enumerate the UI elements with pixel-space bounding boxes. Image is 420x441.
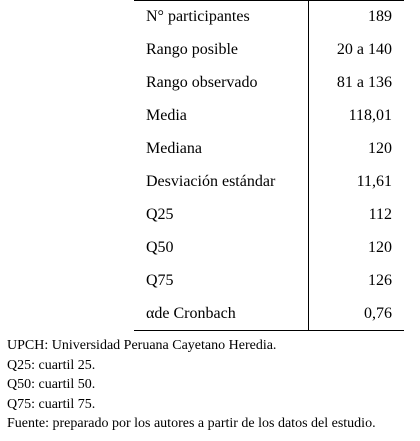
row-value: 11,61: [356, 173, 392, 190]
row-value: 189: [368, 8, 392, 25]
table-row-observed-range: [0, 66, 420, 99]
footnote-source: Fuente: preparado por los autores a partir de los datos del estudio.: [7, 416, 376, 431]
row-label: Q75: [146, 272, 174, 289]
table-row-q75: [0, 264, 420, 297]
row-value: 81 a 136: [336, 74, 392, 91]
row-value: 112: [368, 206, 392, 223]
row-value: 120: [368, 239, 392, 256]
table-row-mean: [0, 99, 420, 132]
row-label: Rango posible: [146, 41, 238, 58]
table-row-q50: [0, 231, 420, 264]
row-label: Desviación estándar: [146, 173, 276, 190]
row-label: N° participantes: [146, 8, 250, 25]
table-row-participants: [0, 0, 420, 33]
row-label: Mediana: [146, 140, 202, 157]
row-label: Q25: [146, 206, 174, 223]
footnote-q25: Q25: cuartil 25.: [7, 357, 96, 373]
footnote-upch: UPCH: Universidad Peruana Cayetano Heredia.: [7, 338, 277, 353]
table-row-q25: [0, 198, 420, 231]
row-value: 126: [368, 272, 392, 289]
footnote-q50: Q50: cuartil 50.: [7, 377, 96, 392]
row-value: 118,01: [348, 107, 392, 124]
row-label: Rango observado: [146, 74, 258, 91]
table-row-median: [0, 132, 420, 165]
row-value: 0,76: [364, 305, 392, 322]
row-value: 120: [368, 140, 392, 157]
table-row-cronbach-alpha: [0, 297, 420, 330]
row-value: 20 a 140: [336, 41, 392, 58]
table-bottom-rule: [134, 330, 404, 331]
row-label: Q50: [146, 239, 174, 256]
footnote-q75: Q75: cuartil 75.: [7, 396, 96, 412]
row-label: αde Cronbach: [146, 305, 236, 322]
row-label: Media: [146, 107, 187, 124]
table-footnotes: [7, 336, 417, 434]
table-row-std-deviation: [0, 165, 420, 198]
table-row-possible-range: [0, 33, 420, 66]
